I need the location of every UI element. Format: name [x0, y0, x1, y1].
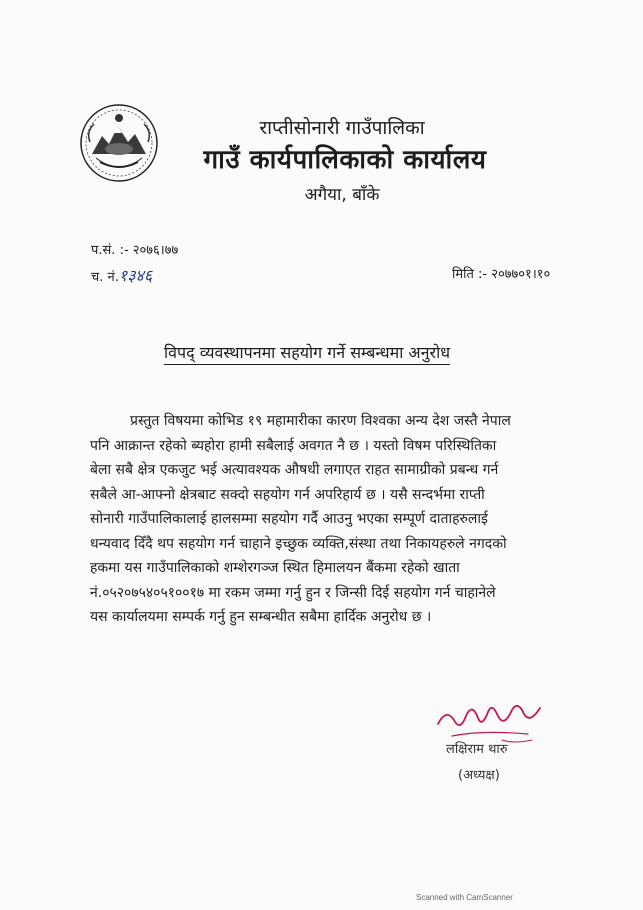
- signatory-title: (अध्यक्ष): [458, 768, 500, 783]
- office-name: गाउँ कार्यपालिकाको कार्यालय: [203, 145, 487, 175]
- office-address: अगैया, बाँके: [304, 185, 380, 205]
- dispatch-number-handwritten: १३४६: [118, 266, 153, 285]
- municipality-name: राप्तीसोनारी गाउँपालिका: [259, 117, 425, 139]
- dispatch-number: [91, 264, 152, 286]
- body-line: बेला सबै क्षेत्र एकजुट भई अत्यावश्यक औषधी लगाएत राहत सामाग्रीको प्रबन्ध गर्न: [90, 462, 499, 478]
- body-line: सोनारी गाउँपालिकालाई हालसम्मा सहयोग गर्दै आउनु भएका सम्पूर्ण दाताहरुलाई: [90, 511, 488, 527]
- body-line: सबैले आ-आफ्नो क्षेत्रबाट सक्दो सहयोग गर्न अपरिहार्य छ । यसै सन्दर्भमा राप्ती: [90, 486, 485, 503]
- letter-body: [90, 409, 634, 630]
- body-line: यस कार्यालयमा सम्पर्क गर्नु हुन सम्बन्धीत सबैमा हार्दिक अनुरोध छ ।: [90, 609, 432, 625]
- nepal-government-emblem: [78, 102, 160, 184]
- letter-reference-number: प.सं. :- २०७६।७७: [91, 243, 179, 258]
- body-line: पनि आक्रान्त रहेको ब्यहोरा हामी सबैलाई अवगत नै छ । यस्तो विषम परिस्थितिका: [90, 437, 497, 454]
- body-line: हकमा यस गाउँपालिकाको शम्शेरगञ्ज स्थित हिमालयन बैंकमा रहेको खाता: [90, 560, 460, 576]
- scanner-watermark: Scanned with CamScanner: [416, 893, 513, 902]
- letter-date: मिति :- २०७७०१।१०: [452, 267, 551, 282]
- body-line: प्रस्तुत विषयमा कोभिड १९ महामारीका कारण विश्वका अन्य देश जस्तै नेपाल: [130, 413, 511, 429]
- body-line: धन्यवाद दिँदै थप सहयोग गर्न चाहाने इच्छुक व्यक्ति,संस्था तथा निकायहरुले नगदको: [90, 535, 507, 552]
- signatory-name: लक्षिराम थारु: [446, 742, 508, 757]
- letter-subject: विपद् व्यवस्थापनमा सहयोग गर्ने सम्बन्धमा अनुरोध: [164, 341, 450, 365]
- dispatch-number-label: च. नं.: [91, 270, 119, 285]
- body-line: नं.०५२०७५४०५१००१७ मा रकम जम्मा गर्नु हुन र जिन्सी दिई सहयोग गर्न चाहानेले: [90, 584, 496, 601]
